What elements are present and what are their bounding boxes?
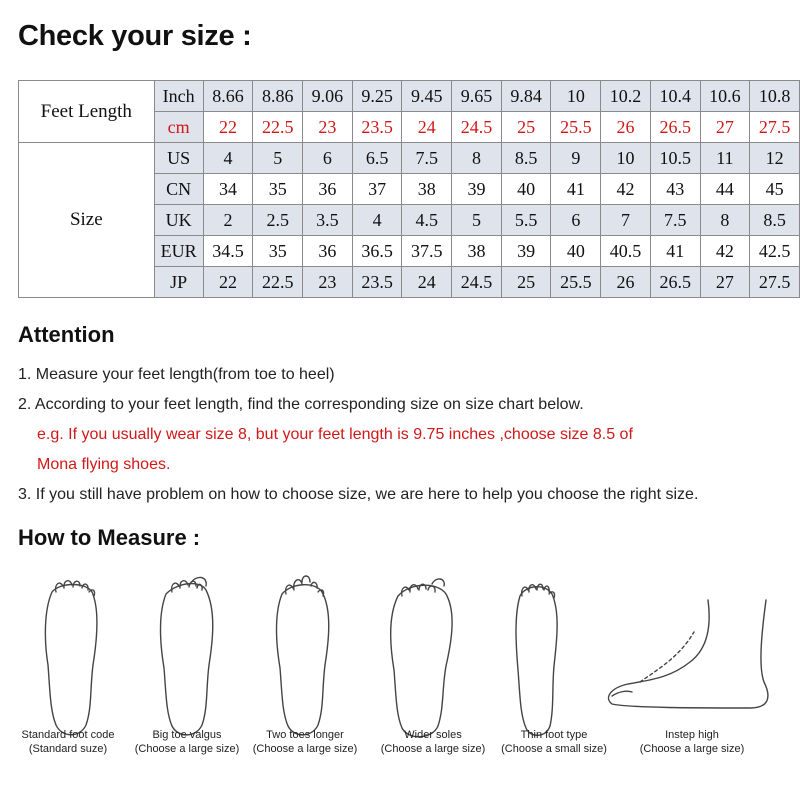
two-toes-longer-foot-icon [277,576,329,735]
size-cell: 3.5 [303,205,353,236]
size-cell: 36 [303,236,353,267]
cm-cell: 26.5 [650,112,700,143]
size-cell: 39 [501,236,551,267]
cm-cell: 26 [601,112,651,143]
foot-type-hint: (Choose a large size) [380,743,486,755]
unit-label-cm: cm [154,112,203,143]
size-cell: 34.5 [203,236,253,267]
size-cell: 41 [650,236,700,267]
attention-note-line-1: e.g. If you usually wear size 8, but your feet length is 9.75 inches ,choose size 8.5 of [37,426,633,443]
size-cell: 2.5 [253,205,303,236]
foot-type-caption [622,728,762,756]
size-cell: 40 [501,174,551,205]
inch-cell: 8.66 [203,81,253,112]
size-chart-table [18,80,800,298]
size-cell: 8.5 [750,205,800,236]
size-cell: 42.5 [750,236,800,267]
cm-cell: 22 [203,112,253,143]
size-cell: 9 [551,143,601,174]
attention-item-3: 3. If you still have problem on how to choose size, we are here to help you choose the right size. [18,486,699,503]
cm-cell: 23.5 [352,112,402,143]
inch-cell: 8.86 [253,81,303,112]
foot-type-caption [484,728,624,756]
size-cell: 7.5 [650,205,700,236]
cm-cell: 24.5 [452,112,502,143]
size-cell: 22 [203,267,253,298]
foot-type-hint: (Choose a large size) [134,743,240,755]
attention-item-1: 1. Measure your feet length(from toe to heel) [18,366,335,383]
size-cell: 42 [601,174,651,205]
size-cell: 23.5 [352,267,402,298]
size-cell: 38 [402,174,452,205]
cm-cell: 27.5 [750,112,800,143]
size-cell: 8.5 [501,143,551,174]
size-cell: 39 [452,174,502,205]
size-cell: 11 [700,143,750,174]
size-cell: 6 [303,143,353,174]
inch-cell: 10.6 [700,81,750,112]
size-cell: 44 [700,174,750,205]
size-cell: 22.5 [253,267,303,298]
size-cell: 36.5 [352,236,402,267]
unit-label-jp: JP [154,267,203,298]
attention-heading: Attention [18,322,115,347]
foot-type-name: Thin foot type [520,729,588,741]
size-cell: 5.5 [501,205,551,236]
foot-type-caption [235,728,375,756]
inch-cell: 9.84 [501,81,551,112]
thin-foot-icon [516,584,557,735]
size-cell: 35 [253,174,303,205]
size-cell: 27.5 [750,267,800,298]
size-cell: 26 [601,267,651,298]
standard-foot-icon [45,581,97,735]
size-cell: 45 [750,174,800,205]
size-cell: 10 [601,143,651,174]
size-cell: 37 [352,174,402,205]
size-cell: 4 [203,143,253,174]
size-cell: 41 [551,174,601,205]
attention-note-line-2: Mona flying shoes. [37,456,171,473]
foot-type-name: Big toe valgus [152,729,222,741]
size-cell: 5 [253,143,303,174]
size-cell: 6.5 [352,143,402,174]
size-cell: 10.5 [650,143,700,174]
size-cell: 6 [551,205,601,236]
feet-length-label: Feet Length [19,81,155,143]
size-cell: 35 [253,236,303,267]
size-cell: 2 [203,205,253,236]
unit-label-us: US [154,143,203,174]
foot-type-hint: (Choose a large size) [639,743,745,755]
foot-type-name: Two toes longer [266,729,344,741]
cm-cell: 27 [700,112,750,143]
size-cell: 40 [551,236,601,267]
size-cell: 26.5 [650,267,700,298]
size-cell: 40.5 [601,236,651,267]
inch-cell: 10.4 [650,81,700,112]
size-cell: 7.5 [402,143,452,174]
size-cell: 12 [750,143,800,174]
inch-cell: 9.06 [303,81,353,112]
size-cell: 25.5 [551,267,601,298]
size-cell: 38 [452,236,502,267]
inch-cell: 9.25 [352,81,402,112]
size-cell: 5 [452,205,502,236]
page-title: Check your size : [18,20,252,52]
foot-type-hint: (Choose a small size) [501,743,607,755]
size-cell: 42 [700,236,750,267]
size-label: Size [19,143,155,298]
wider-soles-foot-icon [391,579,452,737]
size-cell: 8 [452,143,502,174]
unit-label-eur: EUR [154,236,203,267]
size-cell: 24.5 [452,267,502,298]
size-cell: 7 [601,205,651,236]
attention-item-2: 2. According to your feet length, find the corresponding size on size chart below. [18,396,584,413]
size-cell: 37.5 [402,236,452,267]
foot-type-name: Instep high [665,729,719,741]
size-cell: 4 [352,205,402,236]
size-cell: 4.5 [402,205,452,236]
size-cell: 24 [402,267,452,298]
cm-cell: 25.5 [551,112,601,143]
cm-cell: 22.5 [253,112,303,143]
foot-type-name: Wider soles [404,729,462,741]
inch-cell: 10.2 [601,81,651,112]
inch-cell: 9.65 [452,81,502,112]
inch-cell: 10 [551,81,601,112]
foot-type-hint: (Standard suze) [28,743,108,755]
size-cell: 25 [501,267,551,298]
cm-cell: 24 [402,112,452,143]
size-cell: 43 [650,174,700,205]
inch-cell: 10.8 [750,81,800,112]
size-cell: 8 [700,205,750,236]
big-toe-valgus-foot-icon [161,577,213,734]
foot-type-caption [363,728,503,756]
instep-high-foot-icon [609,600,768,708]
cm-cell: 25 [501,112,551,143]
size-cell: 36 [303,174,353,205]
size-cell: 23 [303,267,353,298]
measure-heading: How to Measure : [18,525,201,550]
size-cell: 27 [700,267,750,298]
inch-cell: 9.45 [402,81,452,112]
foot-type-name: Standard foot code [21,729,115,741]
foot-type-hint: (Choose a large size) [252,743,358,755]
unit-label-inch: Inch [154,81,203,112]
cm-cell: 23 [303,112,353,143]
unit-label-uk: UK [154,205,203,236]
unit-label-cn: CN [154,174,203,205]
size-cell: 34 [203,174,253,205]
